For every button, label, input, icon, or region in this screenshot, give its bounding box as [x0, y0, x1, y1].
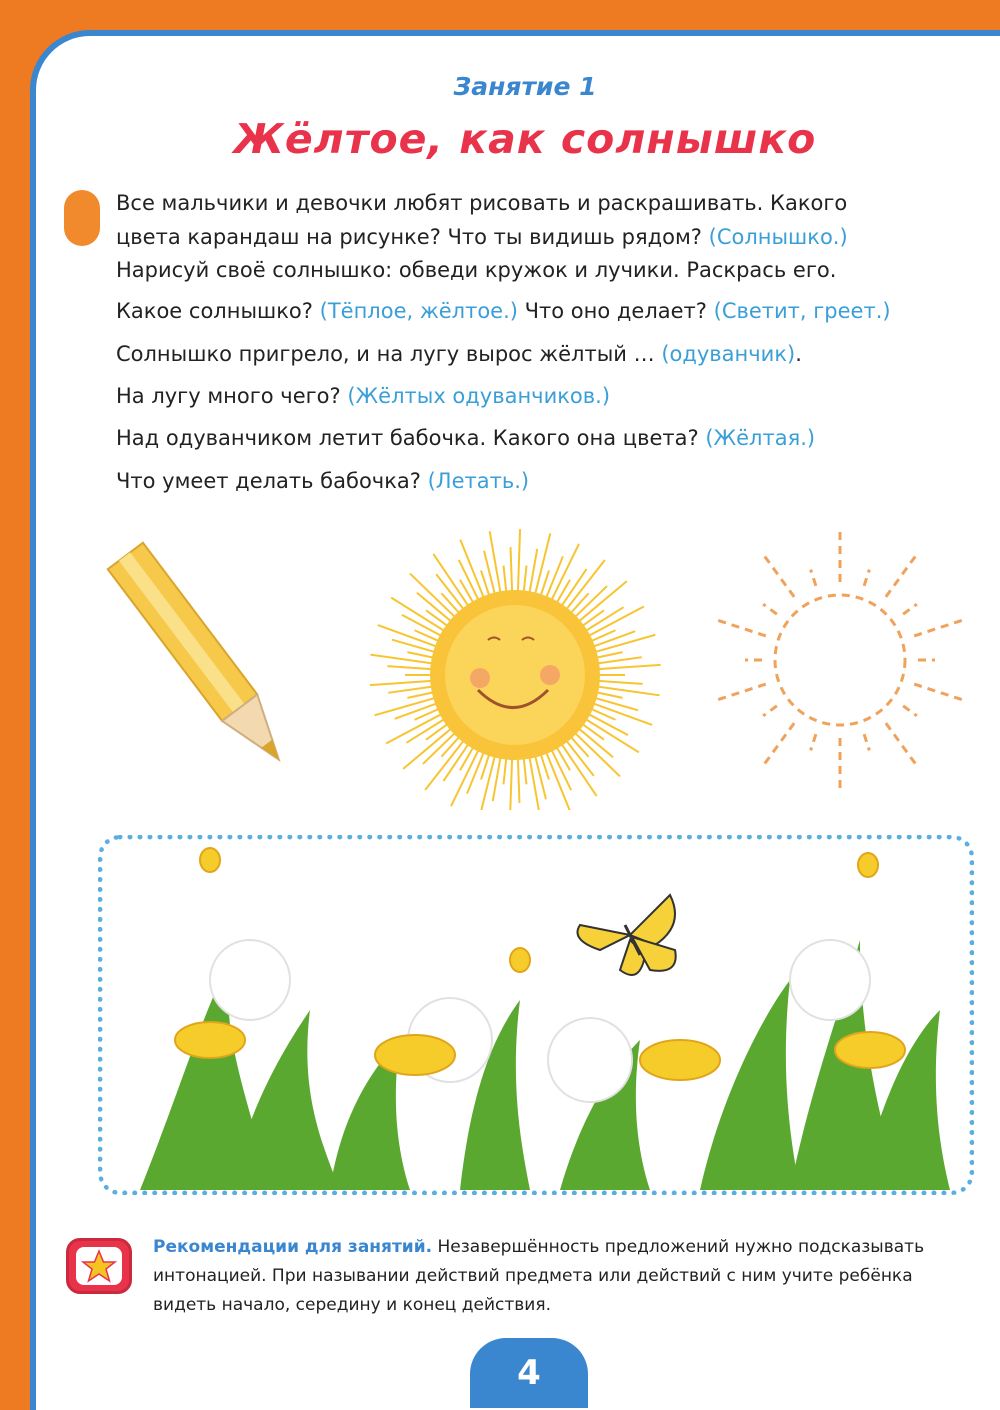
trace-ray — [764, 723, 795, 765]
dandelion-meadow — [140, 840, 960, 1210]
trace-ray — [914, 620, 963, 636]
sun-ray — [586, 606, 644, 637]
text-line-2: цвета карандаш на рисунке? Что ты видишь рядом? (Солнышко.) — [116, 225, 848, 249]
sun-ray — [583, 717, 639, 752]
lesson-title: Жёлтое, как солнышко — [233, 115, 817, 163]
page-number: 4 — [470, 1338, 588, 1408]
sun-ray — [451, 747, 480, 806]
trace-ray — [716, 620, 765, 636]
trace-ray — [903, 604, 917, 614]
answer: (Солнышко.) — [708, 225, 848, 249]
trace-ray — [764, 555, 795, 597]
star-icon — [76, 1247, 122, 1285]
sun-ray — [550, 544, 579, 603]
sun-ray — [386, 713, 444, 744]
sun-ray — [510, 755, 512, 810]
sun-illustration — [370, 510, 670, 810]
star-badge — [66, 1238, 132, 1294]
trace-ray — [864, 570, 869, 586]
text-line-3: Нарисуй своё солнышко: обведи кружок и лучики. Раскрась его. — [116, 258, 837, 282]
sun-ray — [388, 686, 436, 693]
trace-ray — [903, 706, 917, 716]
sun-ray — [511, 547, 513, 595]
sun-ray — [370, 681, 435, 686]
recommendation-text: Рекомендации для занятий. Незавершённость предложений нужно подсказывать интонацией. При назывании действий предмета или действий с ним учите ребёнка видеть начало, середину и конец действия. — [153, 1237, 925, 1315]
text-line-4: Какое солнышко? (Тёплое, жёлтое.) Что оно делает? (Светит, греет.) — [116, 299, 891, 323]
answer: (Летать.) — [427, 469, 530, 493]
sun-ray — [518, 529, 520, 595]
recommendation-label: Рекомендации для занятий. — [153, 1237, 433, 1257]
trace-ray — [811, 570, 816, 586]
trace-ray — [763, 604, 777, 614]
pencil-illustration — [100, 540, 310, 790]
text-line-8: Что умеет делать бабочка? (Летать.) — [116, 469, 530, 493]
sun-ray — [392, 640, 438, 653]
trace-ray — [914, 684, 963, 700]
text-line-6: На лугу много чего? (Жёлтых одуванчиков.) — [116, 384, 611, 408]
sun-ray — [529, 754, 540, 810]
sun-ray — [387, 666, 435, 669]
sun-ray — [391, 598, 447, 633]
trace-ray — [886, 723, 917, 765]
paragraph-marker — [64, 190, 100, 246]
sun-ray — [592, 697, 638, 710]
sun-ray — [518, 755, 520, 803]
answer: (Светит, греет.) — [713, 299, 891, 323]
sun-ray — [595, 665, 661, 670]
trace-ray — [886, 555, 917, 597]
butterfly — [570, 885, 690, 985]
answer: (одуванчик) — [661, 342, 796, 366]
answer: (Жёлтая.) — [705, 426, 816, 450]
sun-ray — [595, 681, 643, 684]
text-line-5: Солнышко пригрело, и на лугу вырос жёлтый … (одуванчик). — [116, 342, 802, 366]
sun-ray — [490, 531, 501, 596]
text-line-7: Над одуванчиком летит бабочка. Какого она цвета? (Жёлтая.) — [116, 426, 816, 450]
trace-ray — [763, 706, 777, 716]
trace-sun-outline — [700, 520, 980, 800]
trace-ray — [716, 684, 765, 700]
sun-ray — [594, 657, 642, 664]
answer: (Жёлтых одуванчиков.) — [347, 384, 611, 408]
lesson-number: Занятие 1 — [453, 72, 597, 101]
trace-ray — [811, 734, 816, 750]
answer: (Тёплое, жёлтое.) — [319, 299, 518, 323]
trace-ray — [864, 734, 869, 750]
text-line-1: Все мальчики и девочки любят рисовать и раскрашивать. Какого — [116, 191, 848, 215]
